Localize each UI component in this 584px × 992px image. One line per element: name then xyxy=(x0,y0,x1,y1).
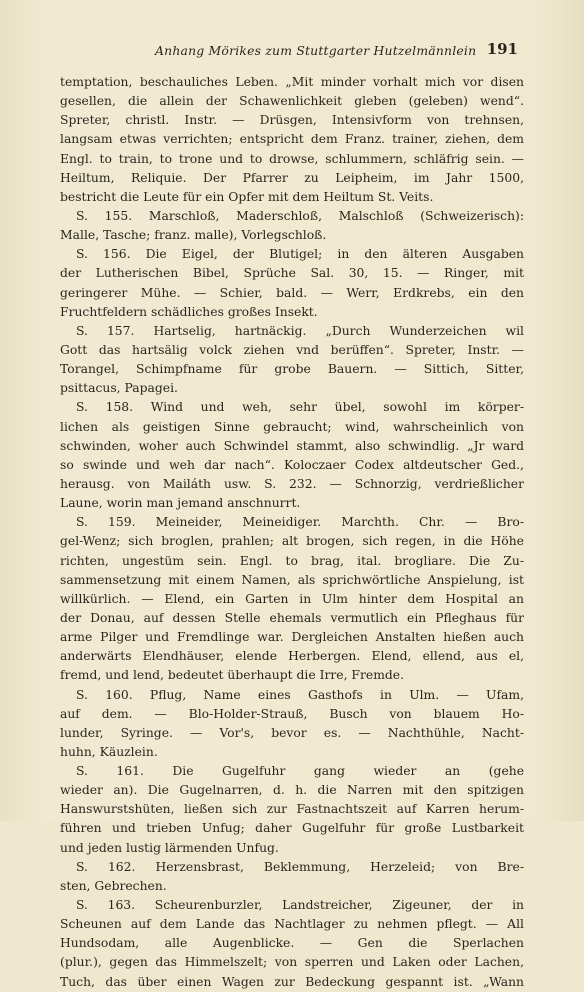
text-line: Heiltum, Reliquie. Der Pfarrer zu Leipheim, im Jahr 1500, xyxy=(60,170,524,185)
text-line: S. 155. Marschloß, Maderschloß, Malschloß (Schweizerisch): xyxy=(76,208,524,223)
text-line: willkürlich. — Elend, ein Garten in Ulm hinter dem Hospital an xyxy=(60,591,524,606)
text-line: Scheunen auf dem Lande das Nachtlager zu nehmen pflegt. — All xyxy=(60,917,524,932)
text-line: der Donau, auf dessen Stelle ehemals vermutlich ein Pfleghaus für xyxy=(60,610,524,625)
text-line: Engl. to train, to trone und to drowse, schlummern, schläfrig sein. — xyxy=(60,151,524,166)
body-text xyxy=(60,73,524,992)
text-line: gesellen, die allein der Schawenlichkeit gleben (geleben) wend“. xyxy=(60,94,524,109)
text-line: schwinden, woher auch Schwindel stammt, also schwindlig. „Jr ward xyxy=(60,438,524,453)
text-line: arme Pilger und Fremdlinge war. Dergleichen Anstalten hießen auch xyxy=(60,630,524,645)
text-line: langsam etwas verrichten; entspricht dem Franz. trainer, ziehen, dem xyxy=(60,132,524,147)
text-line: S. 158. Wind und weh, sehr übel, sowohl im körper- xyxy=(76,400,524,415)
text-line: anderwärts Elendhäuser, elende Herbergen. Elend, ellend, aus el, xyxy=(60,649,524,664)
text-line: S. 157. Hartselig, hartnäckig. „Durch Wunderzeichen wil xyxy=(76,323,524,338)
text-line: psittacus, Papagei. xyxy=(60,381,178,396)
text-line: bestricht die Leute für ein Opfer mit dem Heiltum St. Veits. xyxy=(60,189,434,204)
text-line: Hundsodam, alle Augenblicke. — Gen die Sperlachen xyxy=(60,936,524,951)
text-line: geringerer Mühe. — Schier, bald. — Werr, Erdkrebs, ein den xyxy=(60,285,524,300)
text-line: S. 162. Herzensbrast, Beklemmung, Herzeleid; von Bre- xyxy=(76,859,524,874)
text-line: Laune, worin man jemand anschnurrt. xyxy=(60,496,301,511)
text-line: lichen als geistigen Sinne gebraucht; wind, wahrscheinlich von xyxy=(60,419,524,434)
text-line: auf dem. — Blo-Holder-Strauß, Busch von blauem Ho- xyxy=(60,706,524,721)
text-line: Malle, Tasche; franz. malle), Vorlegschloß. xyxy=(60,228,327,243)
text-line: so swinde und weh dar nach“. Koloczaer Codex altdeutscher Ged., xyxy=(60,457,524,472)
running-head: Anhang Mörikes zum Stuttgarter Hutzelmännlein xyxy=(155,43,477,58)
text-line: S. 163. Scheurenburzler, Landstreicher, Zigeuner, der in xyxy=(76,898,524,913)
text-line: S. 160. Pflug, Name eines Gasthofs in Ulm. — Ufam, xyxy=(76,687,524,702)
text-line: lunder, Syringe. — Vor's, bevor es. — Nachthühle, Nacht- xyxy=(60,725,524,740)
text-line: temptation, beschauliches Leben. „Mit minder vorhalt mich vor disen xyxy=(60,75,524,89)
page-header xyxy=(60,40,518,60)
text-line: der Lutherischen Bibel, Sprüche Sal. 30, 15. — Ringer, mit xyxy=(60,266,524,281)
text-line: fremd, und lend, bedeutet überhaupt die Irre, Fremde. xyxy=(60,668,405,683)
text-line: wieder an). Die Gugelnarren, d. h. die Narren mit den spitzigen xyxy=(60,783,524,798)
text-line: Spreter, christl. Instr. — Drüsgen, Intensivform von trehnsen, xyxy=(60,113,524,128)
text-line: und jeden lustig lärmenden Unfug. xyxy=(60,840,279,855)
text-line: richten, ungestüm sein. Engl. to brag, ital. brogliare. Die Zu- xyxy=(60,553,524,568)
text-line: Hanswurstshüten, ließen sich zur Fastnachtszeit auf Karren herum- xyxy=(60,802,524,817)
text-line: Gott das hartsälig volck ziehen vnd berüffen“. Spreter, Instr. — xyxy=(60,342,524,357)
text-line: sten, Gebrechen. xyxy=(60,878,167,893)
text-line: S. 161. Die Gugelfuhr gang wieder an (gehe xyxy=(76,764,524,779)
text-line: herausg. von Mailáth usw. S. 232. — Schnorzig, verdrießlicher xyxy=(60,476,524,491)
page-number: 191 xyxy=(486,40,518,58)
text-line: Torangel, Schimpfname für grobe Bauern. — Sittich, Sitter, xyxy=(60,362,524,377)
text-line: sammensetzung mit einem Namen, als sprichwörtliche Anspielung, ist xyxy=(60,572,524,587)
text-line: S. 156. Die Eigel, der Blutigel; in den älteren Ausgaben xyxy=(76,247,524,262)
text-line: gel-Wenz; sich broglen, prahlen; alt brogen, sich regen, in die Höhe xyxy=(60,534,524,549)
text-line: (plur.), gegen das Himmelszelt; von sperren und Laken oder Lachen, xyxy=(60,955,524,970)
text-line: S. 159. Meineider, Meineidiger. Marchth. Chr. — Bro- xyxy=(76,515,524,530)
text-line: Fruchtfeldern schädliches großes Insekt. xyxy=(60,304,318,319)
text-line: huhn, Käuzlein. xyxy=(60,744,158,759)
text-line: Tuch, das über einen Wagen zur Bedeckung gespannt ist. „Wann xyxy=(60,974,524,989)
text-line: führen und trieben Unfug; daher Gugelfuhr für große Lustbarkeit xyxy=(60,821,524,836)
